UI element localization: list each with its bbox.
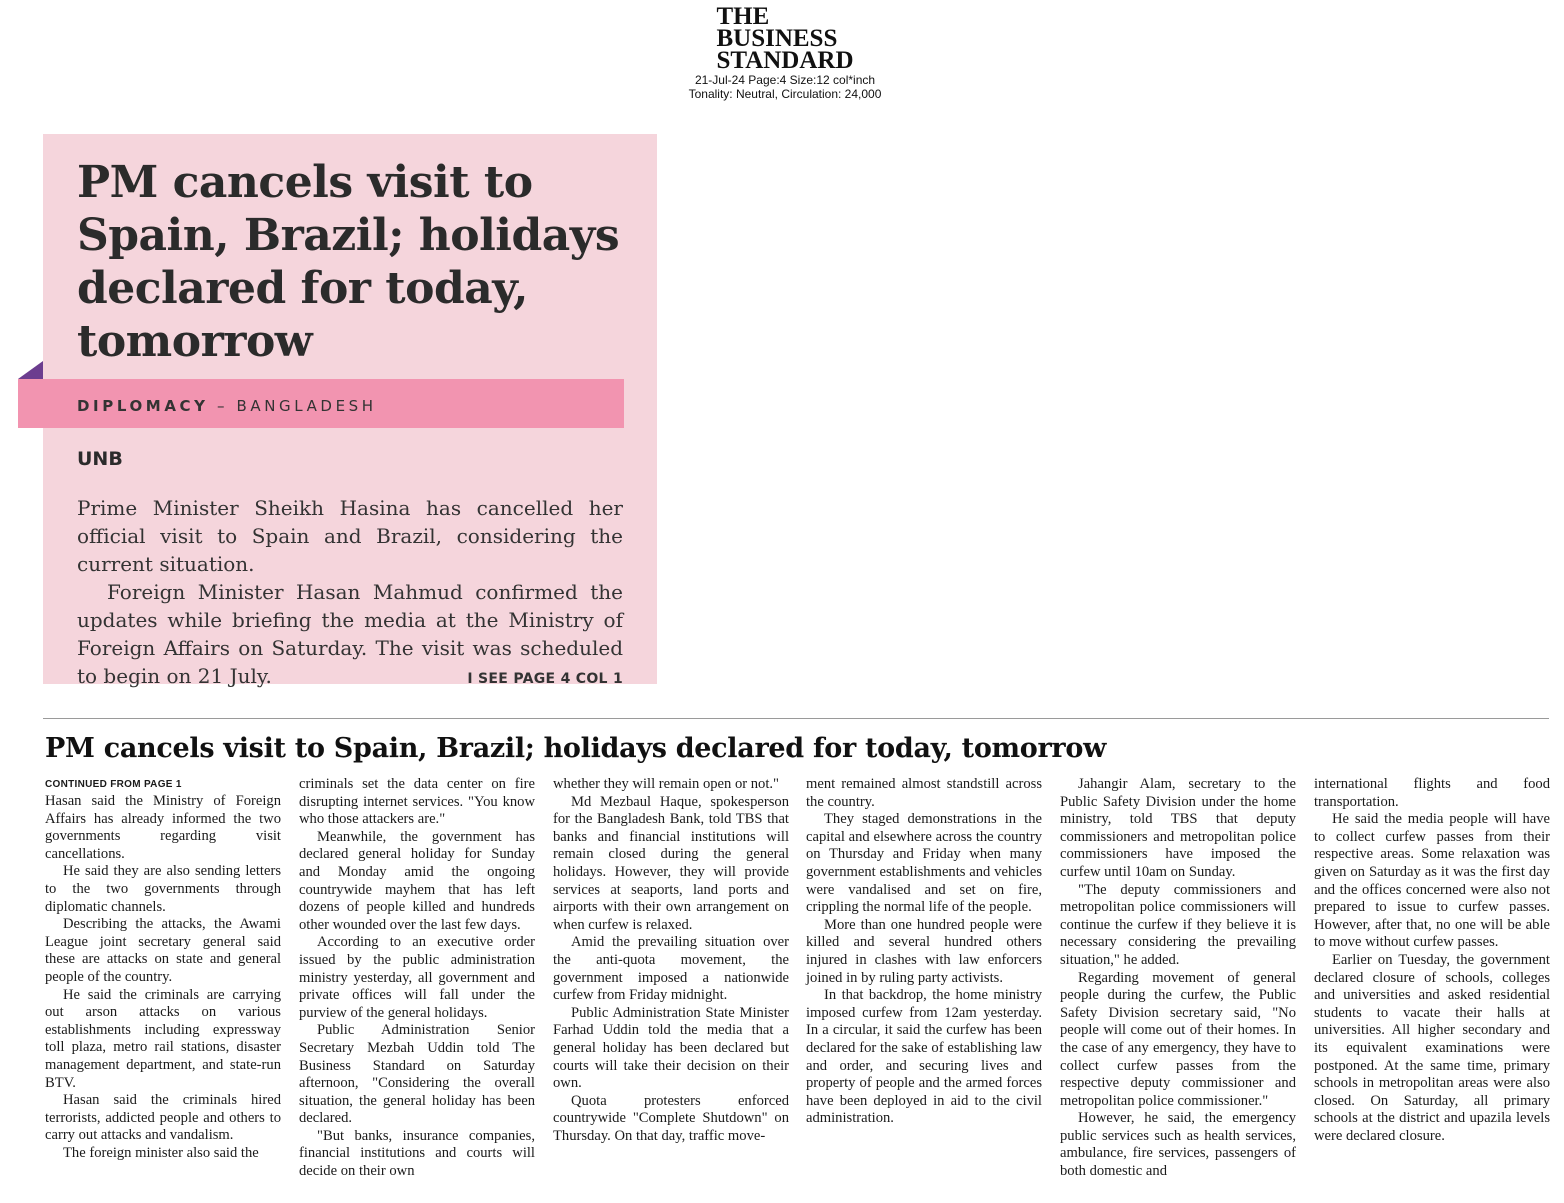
article-column-1	[45, 776, 281, 1162]
front-article-body	[77, 494, 623, 693]
paragraph: Public Administration State Minister Farhad Uddin told the media that a general holiday has been declared but courts will take their decision on their own.	[553, 1004, 789, 1092]
paragraph: "The deputy commissioners and metropolitan police commissioners will continue the curfew if they believe it is necessary considering the prevailing situation," he added.	[1060, 881, 1296, 968]
paragraph: More than one hundred people were killed and several hundred others injured in clashes with law enforcers joined in by ruling party activists.	[806, 916, 1042, 986]
paragraph: The foreign minister also said the	[63, 1144, 259, 1161]
front-headline: PM cancels visit to Spain, Brazil; holidays declared for today, tomorrow	[77, 157, 620, 367]
paragraph: They staged demonstrations in the capital and elsewhere across the country on Thursday and Friday when many government establishments and vehicles were vandalised and set on fire, crippling the normal life of the people.	[806, 811, 1042, 916]
category-sub: BANGLADESH	[236, 397, 377, 415]
category-label	[77, 397, 377, 415]
paragraph: Meanwhile, the government has declared general holiday for Sunday and Monday amid the ongoing countrywide mayhem that has left dozens of people killed and hundreds other wounded over the last few days.	[299, 828, 535, 933]
front-paragraph: Prime Minister Sheikh Hasina has cancelled her official visit to Spain and Brazil, considering the current situation.	[77, 496, 623, 576]
ribbon-fold	[18, 361, 43, 379]
paragraph: ment remained almost standstill across the country.	[806, 776, 1042, 810]
article-column-4	[806, 776, 1042, 1128]
paragraph: whether they will remain open or not."	[553, 776, 780, 792]
paragraph: However, he said, the emergency public services such as health services, ambulance, fire services, passengers of both domestic and	[1060, 1110, 1296, 1180]
continuation-headline: PM cancels visit to Spain, Brazil; holidays declared for today, tomorrow	[45, 733, 1107, 764]
paragraph: Earlier on Tuesday, the government declared closure of schools, colleges and universities and asked residential students to vacate their halls at universities. All higher secondary and its equivalent examinations were postponed. At the same time, primary schools in metropolitan areas were also closed. On Saturday, all primary schools at the district and upazila levels were declared closure.	[1314, 951, 1550, 1144]
paragraph: He said the criminals are carrying out arson attacks on various establishments including expressway toll plaza, metro rail stations, disaster management department, and state-run BTV.	[45, 986, 281, 1091]
article-column-6	[1314, 776, 1550, 1145]
paragraph: Regarding movement of general people during the curfew, the Public Safety Division secretary said, "No people will come out of their homes. In the case of any emergency, they have to collect curfew passes from the respective deputy commissioner and metropolitan police commissioner."	[1060, 969, 1296, 1109]
article-columns	[45, 776, 1551, 1203]
paragraph: In that backdrop, the home ministry imposed curfew from 12am yesterday. In a circular, it said the curfew has been declared for the sake of establishing law and order, and securing lives and property of people and the armed forces have been deployed in aid to the civil administration.	[806, 987, 1042, 1127]
paragraph: Md Mezbaul Haque, spokesperson for the Bangladesh Bank, told TBS that banks and financial institutions will remain closed during the general holidays. However, they will provide services at seaports, land ports and airports with their own arrangement on when curfew is relaxed.	[553, 793, 789, 933]
section-divider	[43, 718, 1549, 719]
paragraph: Hasan said the criminals hired terrorists, addicted people and others to carry out attacks and vandalism.	[45, 1092, 281, 1144]
paragraph: criminals set the data center on fire disrupting internet services. "You know who those attackers are."	[299, 776, 535, 828]
paragraph: Amid the prevailing situation over the anti-quota movement, the government imposed a nationwide curfew from Friday midnight.	[553, 934, 789, 1004]
article-column-2	[299, 776, 535, 1181]
front-paragraph: Foreign Minister Hasan Mahmud confirmed the updates while briefing the media at the Ministry of Foreign Affairs on Saturday. The visit was scheduled to begin on 21 July. I SEE PAGE 4 COL 1	[77, 578, 623, 690]
paragraph: Quota protesters enforced countrywide "Complete Shutdown" on Thursday. On that day, traffic move-	[553, 1092, 789, 1144]
paragraph: Describing the attacks, the Awami League joint secretary general said these are attacks on state and general people of the country.	[45, 916, 281, 985]
clipping-meta-tonality: Tonality: Neutral, Circulation: 24,000	[688, 87, 882, 101]
paragraph: According to an executive order issued by the public administration ministry yesterday, all government and private offices will fall under the purview of the general holidays.	[299, 934, 535, 1021]
category-ribbon	[18, 379, 624, 428]
article-column-3	[553, 776, 789, 1145]
article-source: UNB	[77, 448, 123, 470]
paragraph: Hasan said the Ministry of Foreign Affairs has already informed the two governments regarding visit cancellations.	[45, 793, 281, 862]
paragraph: Jahangir Alam, secretary to the Public Safety Division under the home ministry, told TBS that deputy commissioners and metropolitan police commissioners have imposed the curfew until 10am on Sunday.	[1060, 776, 1296, 880]
paragraph: "But banks, insurance companies, financial institutions and courts will decide on their own	[299, 1127, 535, 1180]
category-main: DIPLOMACY	[77, 397, 209, 415]
newspaper-logo: THE BUSINESS STANDARD	[716, 3, 854, 74]
masthead	[640, 3, 930, 101]
clipping-meta-date: 21-Jul-24 Page:4 Size:12 col*inch	[694, 73, 876, 87]
paragraph: international flights and food transportation.	[1314, 776, 1550, 810]
paragraph: Public Administration Senior Secretary Mezbah Uddin told The Business Standard on Saturday afternoon, "Considering the overall situation, the general holiday has been declared.	[299, 1022, 535, 1127]
continued-label: CONTINUED FROM PAGE 1	[45, 779, 182, 790]
see-page-reference: I SEE PAGE 4 COL 1	[467, 671, 623, 687]
paragraph: He said the media people will have to collect curfew passes from their respective areas. Some relaxation was given on Saturday as it was the first day and the offices concerned were also not prepared to issue to curfew passes. However, after that, no one will be able to move without curfew passes.	[1314, 811, 1550, 951]
paragraph: He said they are also sending letters to the two governments through diplomatic channels.	[45, 863, 281, 915]
category-separator: –	[216, 397, 229, 415]
article-column-5	[1060, 776, 1296, 1181]
